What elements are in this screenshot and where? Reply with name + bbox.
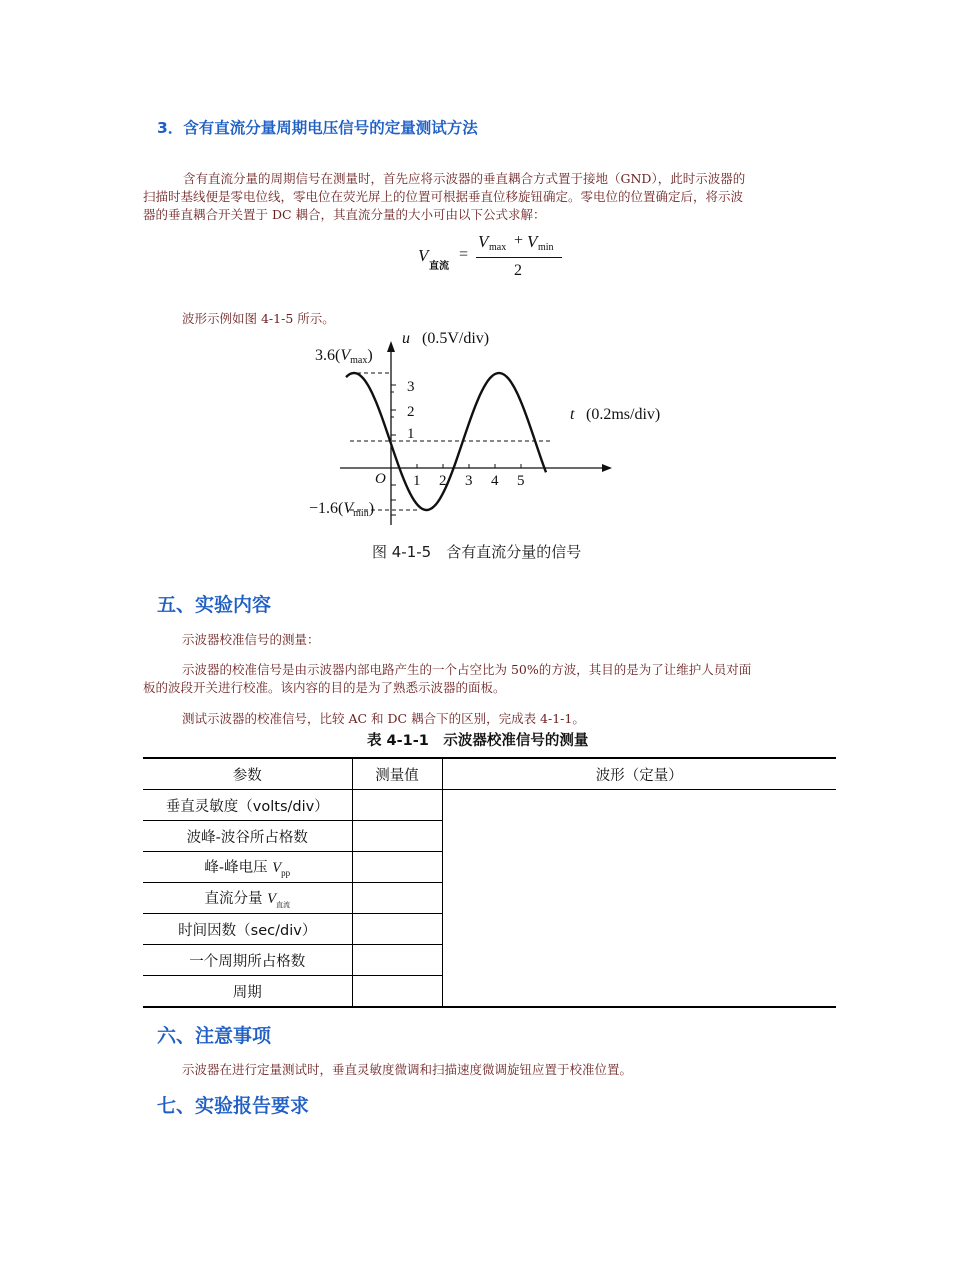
max-value-label: 3.6(Vmax) — [315, 347, 373, 366]
section5-heading: 五、实验内容 — [157, 594, 272, 616]
x-tick-label: 4 — [491, 473, 499, 489]
section3-paragraph — [143, 170, 843, 224]
section6-heading: 六、注意事项 — [157, 1025, 272, 1047]
formula-num-v2: V — [527, 232, 538, 251]
formula-lhs-var: V — [418, 246, 429, 265]
table-param-cell: 波峰-波谷所占格数 — [143, 821, 352, 852]
y-tick-label: 1 — [407, 426, 415, 442]
table-param-cell: 垂直灵敏度（volts/div） — [143, 790, 352, 821]
y-label-unit: (0.5V/div) — [422, 330, 490, 347]
table-value-cell[interactable] — [352, 790, 442, 821]
y-axis-arrow — [387, 341, 395, 352]
x-tick-label: 2 — [439, 473, 447, 489]
para-line: 示波器的校准信号是由示波器内部电路产生的一个占空比为 50%的方波，其目的是为了让维护人员对面 — [182, 662, 752, 677]
table-header-cell: 参数 — [143, 758, 352, 790]
min-value-label: −1.6(Vmin) — [309, 500, 375, 519]
table-value-cell[interactable] — [352, 883, 442, 914]
y-tick-label: 3 — [407, 379, 415, 395]
section7-heading: 七、实验报告要求 — [157, 1095, 310, 1117]
table-value-cell[interactable] — [352, 914, 442, 945]
table-param-cell: 直流分量 $V_{直流}$ — [143, 883, 352, 914]
table-param-cell: 一个周期所占格数 — [143, 945, 352, 976]
x-tick-label: 5 — [517, 473, 525, 489]
formula-eq: = — [459, 246, 469, 263]
para-line: 含有直流分量的周期信号在测量时，首先应将示波器的垂直耦合方式置于接地（GND），此时示波器的 — [183, 171, 746, 186]
formula-lhs-sub: 直流 — [429, 261, 449, 272]
section5-paragraph2: 测试示波器的校准信号，比较 AC 和 DC 耦合下的区别，完成表 4-1-1。 — [182, 711, 585, 726]
section6-text: 示波器在进行定量测试时，垂直灵敏度微调和扫描速度微调旋钮应置于校准位置。 — [182, 1062, 633, 1077]
figure-intro-text: 波形示例如图 4-1-5 所示。 — [182, 311, 335, 326]
figure-caption: 图 4-1-5 含有直流分量的信号 — [372, 543, 582, 561]
table-value-cell[interactable] — [352, 976, 442, 1008]
formula-fraction-bar — [476, 257, 562, 258]
calibration-table — [143, 757, 836, 1008]
formula-num-v1: V — [478, 232, 489, 251]
table-caption: 表 4-1-1 示波器校准信号的测量 — [367, 733, 589, 749]
para-line: 器的垂直耦合开关置于 DC 耦合，其直流分量的大小可由以下公式求解： — [143, 207, 546, 222]
table-waveform-cell[interactable] — [442, 790, 836, 1008]
table-header-cell: 测量值 — [352, 758, 442, 790]
x-label-unit: (0.2ms/div) — [586, 406, 661, 423]
section3-heading: 3．含有直流分量周期电压信号的定量测试方法 — [157, 119, 478, 137]
formula-plus: + — [514, 232, 524, 249]
waveform-curve — [346, 373, 546, 510]
table-header-cell: 波形（定量） — [442, 758, 836, 790]
origin-label: O — [375, 471, 386, 487]
x-tick-label: 3 — [465, 473, 473, 489]
section5-paragraph1 — [143, 661, 843, 697]
table-value-cell[interactable] — [352, 821, 442, 852]
table-value-cell[interactable] — [352, 945, 442, 976]
para-line: 板的波段开关进行校准。该内容的目的是为了熟悉示波器的面板。 — [143, 680, 506, 695]
dc-signal-figure — [300, 325, 700, 530]
dc-formula — [418, 232, 578, 282]
para-line: 扫描时基线便是零电位线，零电位在荧光屏上的位置可根据垂直位移旋钮确定。零电位的位置确定后，将示波 — [143, 189, 744, 204]
x-tick-label: 1 — [413, 473, 421, 489]
y-label-var: u — [402, 330, 410, 347]
table-row — [143, 790, 836, 821]
table-header-row — [143, 758, 836, 790]
table-param-cell: 峰-峰电压 $V_{pp}$ — [143, 852, 352, 883]
formula-num-s1: max — [489, 242, 507, 253]
formula-den: 2 — [514, 262, 522, 279]
x-label-var: t — [570, 406, 575, 423]
y-tick-label: 2 — [407, 404, 415, 420]
table-param-cell: 时间因数（sec/div） — [143, 914, 352, 945]
x-axis-arrow — [602, 464, 612, 472]
table-value-cell[interactable] — [352, 852, 442, 883]
formula-num-s2: min — [538, 242, 554, 253]
table-param-cell: 周期 — [143, 976, 352, 1008]
section5-subheading: 示波器校准信号的测量： — [182, 632, 320, 647]
